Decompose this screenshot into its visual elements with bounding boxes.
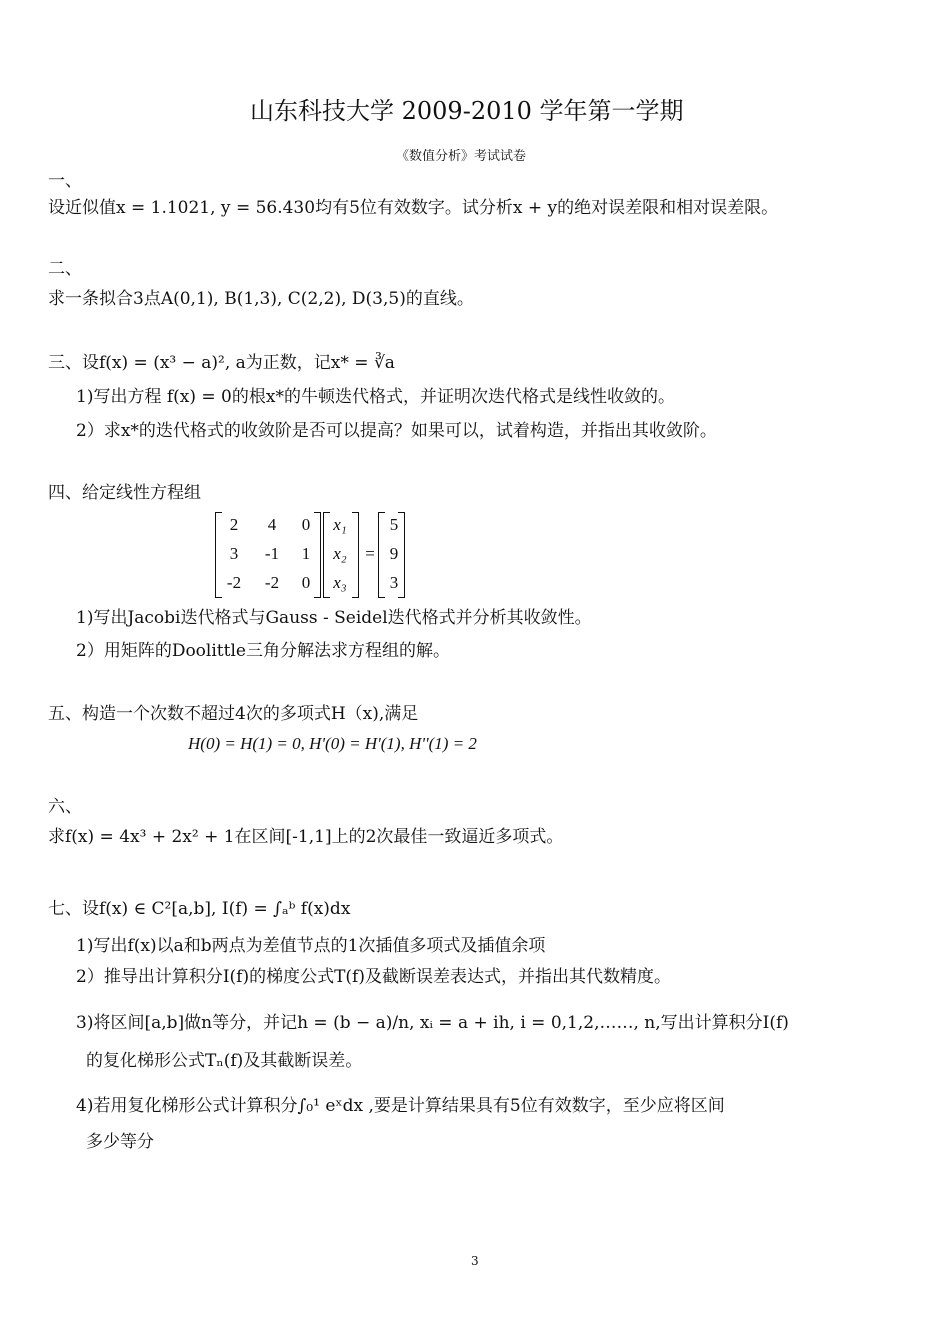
matrix-a-right-bracket: [314, 512, 321, 598]
vector-b-right-bracket: [398, 512, 405, 598]
question-4-title: 四、给定线性方程组: [48, 483, 201, 503]
question-4-part-2: 2）用矩阵的Doolittle三角分解法求方程组的解。: [76, 641, 450, 661]
vector-b-entry: 3: [389, 573, 399, 592]
question-6-label: 六、: [48, 797, 82, 817]
question-2-text: 求一条拟合3点A(0,1), B(1,3), C(2,2), D(3,5)的直线。: [48, 289, 474, 309]
question-5-condition: H(0) = H(1) = 0, H'(0) = H'(1), H''(1) = 2: [188, 734, 477, 753]
matrix-a-cell: 1: [301, 544, 311, 563]
matrix-a-cell: 4: [267, 515, 277, 534]
question-3-part-2: 2）求x*的迭代格式的收敛阶是否可以提高？如果可以，试着构造，并指出其收敛阶。: [76, 421, 717, 441]
equals-sign: =: [365, 544, 375, 563]
matrix-a-cell: 3: [229, 544, 239, 563]
vector-x-entry: x₁: [333, 515, 347, 534]
matrix-a-cell: -1: [264, 544, 280, 563]
matrix-a-cell: -2: [264, 573, 280, 592]
question-1-text: 设近似值x = 1.1021, y = 56.430均有5位有效数字。试分析x + y的绝对误差限和相对误差限。: [48, 198, 779, 218]
matrix-a-cell: 0: [301, 573, 311, 592]
vector-b-entry: 5: [389, 515, 399, 534]
question-7-part-3-line-1: 3)将区间[a,b]做n等分，并记h = (b − a)/n, xᵢ = a + ih, i = 0,1,2,……, n,写出计算积分I(f): [76, 1013, 789, 1033]
vector-x-entry: x₃: [333, 573, 347, 592]
question-3-title: 三、设f(x) = (x³ − a)², a为正数，记x* = ∛a: [48, 353, 395, 373]
question-3-part-1: 1)写出方程 f(x) = 0的根x*的牛顿迭代格式，并证明次迭代格式是线性收敛的。: [76, 387, 675, 407]
question-7-title: 七、设f(x) ∈ C²[a,b], I(f) = ∫ₐᵇ f(x)dx: [48, 899, 351, 919]
question-7-part-4-line-2: 多少等分: [86, 1132, 154, 1152]
page-number: 3: [471, 1254, 479, 1268]
question-7-part-2: 2）推导出计算积分I(f)的梯度公式T(f)及截断误差表达式，并指出其代数精度。: [76, 967, 671, 987]
vector-x-entry: x₂: [333, 544, 347, 563]
vector-b-entry: 9: [389, 544, 399, 563]
question-5-title: 五、构造一个次数不超过4次的多项式H（x),满足: [48, 704, 419, 724]
question-6-text: 求f(x) = 4x³ + 2x² + 1在区间[-1,1]上的2次最佳一致逼近多项式。: [48, 827, 564, 847]
question-1-label: 一、: [48, 171, 82, 191]
question-7-part-4-line-1: 4)若用复化梯形公式计算积分∫₀¹ eˣdx ,要是计算结果具有5位有效数字，至少应将区间: [76, 1096, 725, 1116]
question-7-part-3-line-2: 的复化梯形公式Tₙ(f)及其截断误差。: [86, 1051, 363, 1071]
question-2-label: 二、: [48, 259, 82, 279]
question-7-part-1: 1)写出f(x)以a和b两点为差值节点的1次插值多项式及插值余项: [76, 936, 546, 956]
page-title: 山东科技大学 2009-2010 学年第一学期: [250, 97, 684, 125]
question-4-part-1: 1)写出Jacobi迭代格式与Gauss - Seidel迭代格式并分析其收敛性。: [76, 608, 592, 628]
page-subtitle: 《数值分析》考试试卷: [396, 149, 527, 164]
matrix-a-cell: 0: [301, 515, 311, 534]
matrix-a-cell: -2: [226, 573, 242, 592]
matrix-a-cell: 2: [229, 515, 239, 534]
